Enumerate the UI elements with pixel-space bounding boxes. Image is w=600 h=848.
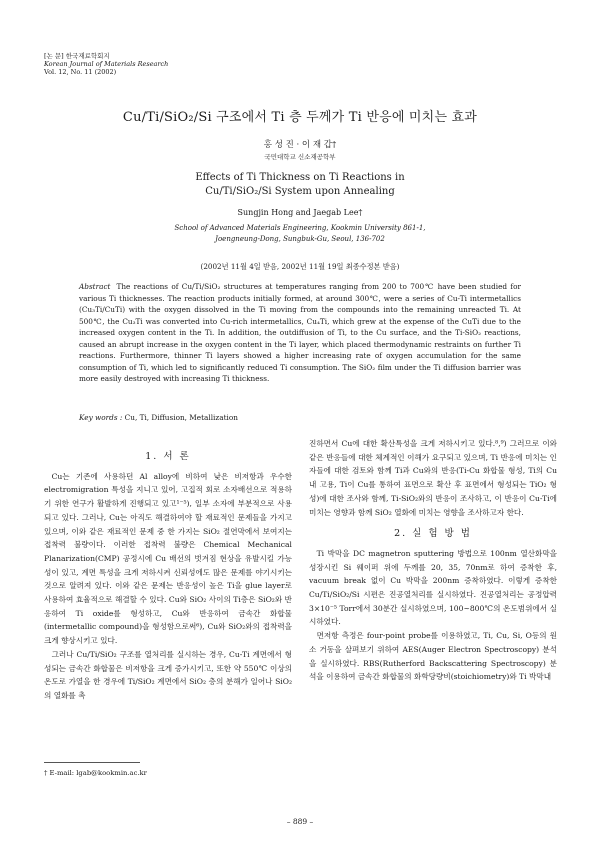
paper-title-korean: Cu/Ti/SiO₂/Si 구조에서 Ti 층 두께가 Ti 반응에 미치는 효과 (122, 110, 478, 125)
received-dates: (2002년 11월 4일 받음, 2002년 11월 19일 최종수정본 받음) (200, 262, 400, 271)
title-en-line1: Effects of Ti Thickness on Ti Reactions in (195, 172, 405, 183)
section-1-paragraph-1: Cu는 기존에 사용하던 Al alloy에 비하여 낮은 비저항과 우수한 electromigration 특성을 지니고 있어, 고집적 회로 소자배선으로 적용하기 위한 연구가 활발하게 진행되고 있고¹⁻⁵), 일부 소자에 부분적으로 사용되고 있다. 그러나, Cu는 아직도 해결하여야 할 재료적인 문제들을 가지고 있으며, 이와 같은 재료적인 문제 중 한 가지는 SiO₂ 절연막에서 보여지는 접착력 불량이다. 이러한 접착력 불량은 Chemical Mechanical Planarization(CMP) 공정시에 Cu 배선의 벗겨짐 현상을 유발시킬 가능성이 있고, 계면 특성을 크게 저하시켜 신뢰성에도 많은 문제를 야기시키는 것으로 알려져 있다. 이와 같은 문제는 반응성이 높은 Ti을 glue layer로 사용하여 효율적으로 해결할 수 있다. Cu와 SiO₂ 사이의 Ti층은 SiO₂와 반응하여 Ti oxide를 형성하고, Cu와 반응하여 금속간 화합물(intermetallic compound)을 형성함으로써⁶), Cu와 SiO₂와의 접착력을 크게 향상시키고 있다. (44, 471, 292, 646)
abstract-text: The reactions of Cu/Ti/SiO₂ structures at temperatures ranging from 200 to 700℃ have been studied for various Ti thicknesses. The reaction products initially formed, at around 300℃, were a series of Cu-Ti intermetallics (Cu₃Ti/CuTi) with the oxygen dissolved in the Ti moving from the compounds into the remaining unreacted Ti. At 500℃, the Cu₃Ti was converted into Cu-rich intermetallics, Cu₄Ti, which grew at the expense of the CuTi due to the increased oxygen content in the Ti. In addition, the outdiffusion of Ti, to the Cu surface, and the Ti-SiO₂ reactions, caused an abrupt increase in the oxygen content in the Ti layer, which placed thermodynamic restraints on further Ti reactions. Furthermore, thinner Ti layers showed a higher increasing rate of oxygen accumulation for the same consumption of Ti, which led to significantly reduced Ti consumption. The SiO₂ film under the Ti diffusion barrier was more easily destroyed with increasing Ti thickness. (79, 282, 521, 383)
section-1-paragraph-2: 그러나 Cu/Ti/SiO₂ 구조를 열처리를 실시하는 경우, Cu-Ti 계면에서 형성되는 금속간 화합물은 비저항을 크게 증가시키고, 또한 약 550℃ 이상의 온도로 가열을 한 경우에 Ti/SiO₂ 계면에서 SiO₂ 층의 분해가 일어나 SiO₂의 열화를 촉 (44, 649, 292, 700)
keywords-text: Cu, Ti, Diffusion, Metallization (122, 413, 238, 422)
title-en-line2: Cu/Ti/SiO₂/Si System upon Annealing (205, 185, 395, 197)
authors-korean: 홍 성 진 · 이 재 갑† (263, 140, 337, 150)
affiliation-en-line1: School of Advanced Materials Engineering, Kookmin University 861-1, (174, 224, 426, 232)
footnote-email: † E-mail: lgab@kookmin.ac.kr (44, 769, 147, 777)
footnote-rule (44, 762, 140, 763)
left-column (44, 450, 292, 703)
affiliation-english (0, 223, 600, 244)
affiliation-korean: 국민대학교 신소재공학부 (264, 153, 336, 161)
paper-title-english (0, 171, 600, 198)
section-2-heading: 2. 실 험 방 법 (394, 528, 472, 540)
abstract (79, 281, 521, 385)
journal-header-line1: [논 문] 한국재료학회지 (44, 52, 110, 60)
journal-name: Korean Journal of Materials Research (44, 60, 169, 69)
section-2-paragraph-2: 면저항 측정은 four-point probe를 이용하였고, Ti, Cu, Si, O등의 원소 거동을 살펴보기 위하여 AES(Auger Electron Spectroscopy) 분석을 실시하였다. RBS(Rutherford Backscattering Spectroscopy) 분석을 이용하여 금속간 화합물의 화학당량비(stoichiometry)와 Ti 박막내 (309, 631, 557, 682)
abstract-label: Abstract (79, 282, 111, 291)
section-2-paragraph-1: Ti 박막을 DC magnetron sputtering 방법으로 100nm 열산화막을 성장시킨 Si 웨이퍼 위에 두께를 20, 35, 70nm로 하여 증착한 후, vacuum break 없이 Cu 박막을 200nm 증착하였다. 이렇게 증착한 Cu/Ti/SiO₂/Si 시편은 진공열처리를 실시하였다. 진공열처리는 공정압력 3×10⁻⁵ Torr에서 30분간 실시하였으며, 100~800℃의 온도범위에서 실시하였다. (309, 548, 557, 627)
section-1-paragraph-3: 진하면서 Cu에 대한 확산특성을 크게 저하시키고 있다.⁸,⁹) 그러므로 이와 같은 반응들에 대한 체계적인 이해가 요구되고 있으며, Ti 반응에 미치는 인자들에 대한 검토와 함께 Ti과 Cu와의 반응(Ti-Cu 화합물 형성, Ti의 Cu내 고용, Ti이 Cu를 통하여 표면으로 확산 후 표면에서 형성되는 TiO₂ 형성)에 대한 조사와 함께, Ti-SiO₂와의 반응이 조사하고, 이 반응이 Cu-Ti에 미치는 영향과 함께 SiO₂ 열화에 미치는 영향을 조사하고자 한다. (309, 439, 557, 517)
keywords-label: Key words : (79, 413, 123, 422)
journal-volume: Vol. 12, No. 11 (2002) (44, 68, 117, 77)
right-column (309, 437, 557, 684)
affiliation-en-line2: Joengneung-Dong, Sungbuk-Gu, Seoul, 136-702 (215, 234, 385, 243)
journal-header (44, 52, 168, 77)
authors-english: Sungjin Hong and Jaegab Lee† (237, 208, 363, 217)
keywords (79, 413, 238, 422)
section-1-heading: 1. 서 론 (145, 451, 191, 462)
page-number: – 889 – (286, 817, 314, 826)
